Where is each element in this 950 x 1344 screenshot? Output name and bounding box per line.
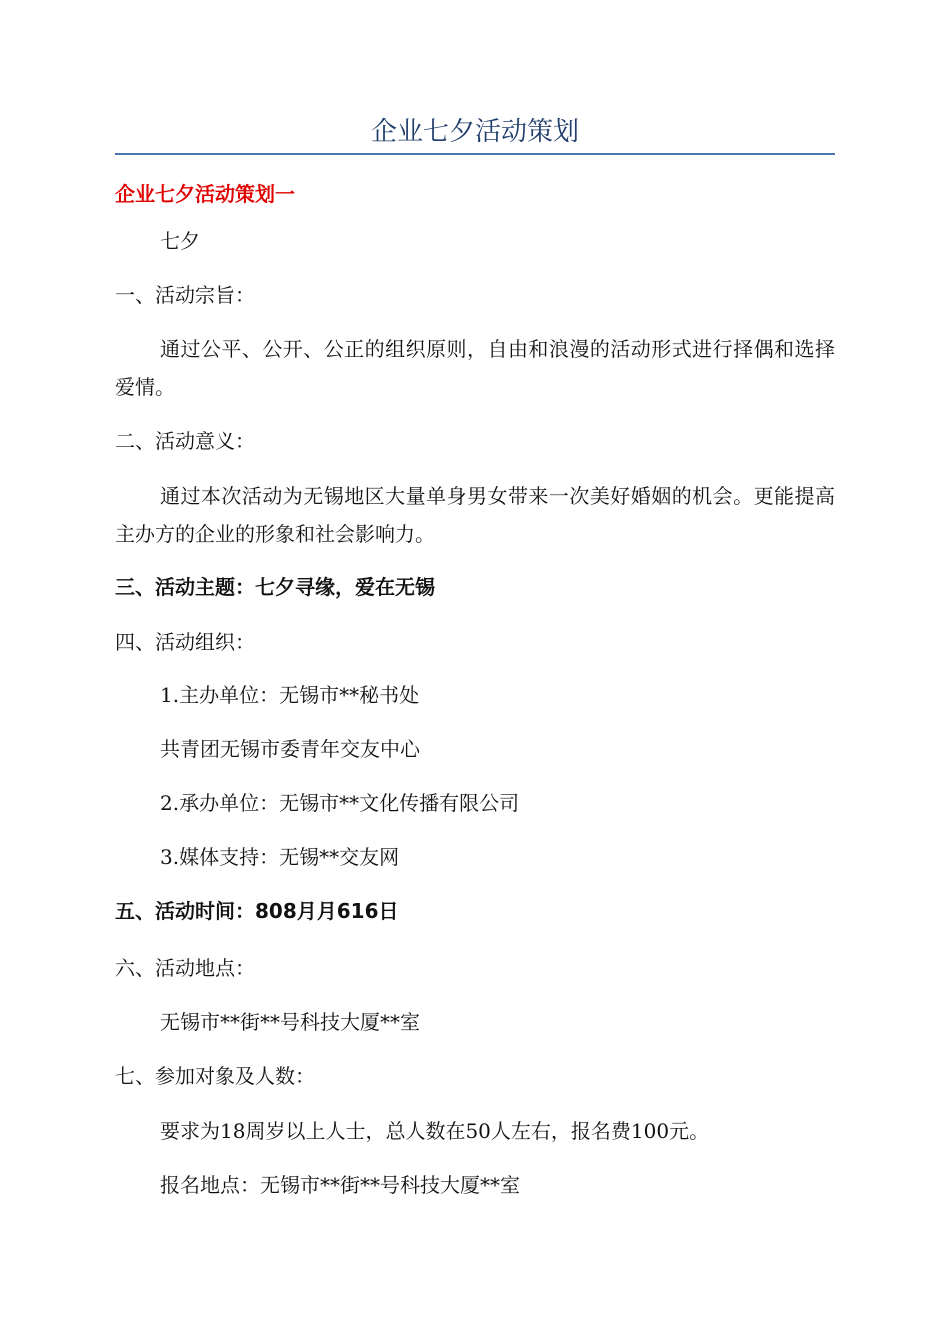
organization-heading: 四、活动组织： [115,630,255,654]
purpose-heading: 一、活动宗旨： [115,283,255,307]
meaning-heading: 二、活动意义： [115,429,255,453]
participants-text: 要求为18周岁以上人士，总人数在50人左右，报名费100元。 [160,1119,710,1143]
meaning-paragraph: 通过本次活动为无锡地区大量单身男女带来一次美好婚姻的机会。更能提高主办方的企业的形象和社会影响力。 [115,484,835,546]
section-heading: 企业七夕活动策划一 [115,182,295,206]
venue-heading: 六、活动地点： [115,956,255,980]
organization-media: 3.媒体支持：无锡**交友网 [160,845,400,869]
organization-host: 1.主办单位：无锡市**秘书处 [160,683,420,707]
time-heading: 五、活动时间：808月月616日 [115,899,399,923]
qixi-line: 七夕 [160,229,200,253]
purpose-paragraph: 通过公平、公开、公正的组织原则，自由和浪漫的活动形式进行择偶和选择爱情。 [115,337,835,399]
document-title: 企业七夕活动策划 [370,117,579,147]
registration-text: 报名地点：无锡市**街**号科技大厦**室 [160,1173,520,1197]
organization-organizer: 2.承办单位：无锡市**文化传播有限公司 [160,791,520,815]
organization-cohost: 共青团无锡市委青年交友中心 [160,737,420,761]
title-divider [115,153,835,155]
venue-text: 无锡市**街**号科技大厦**室 [160,1010,420,1034]
participants-heading: 七、参加对象及人数： [115,1064,315,1088]
theme-heading: 三、活动主题：七夕寻缘，爱在无锡 [115,575,435,599]
